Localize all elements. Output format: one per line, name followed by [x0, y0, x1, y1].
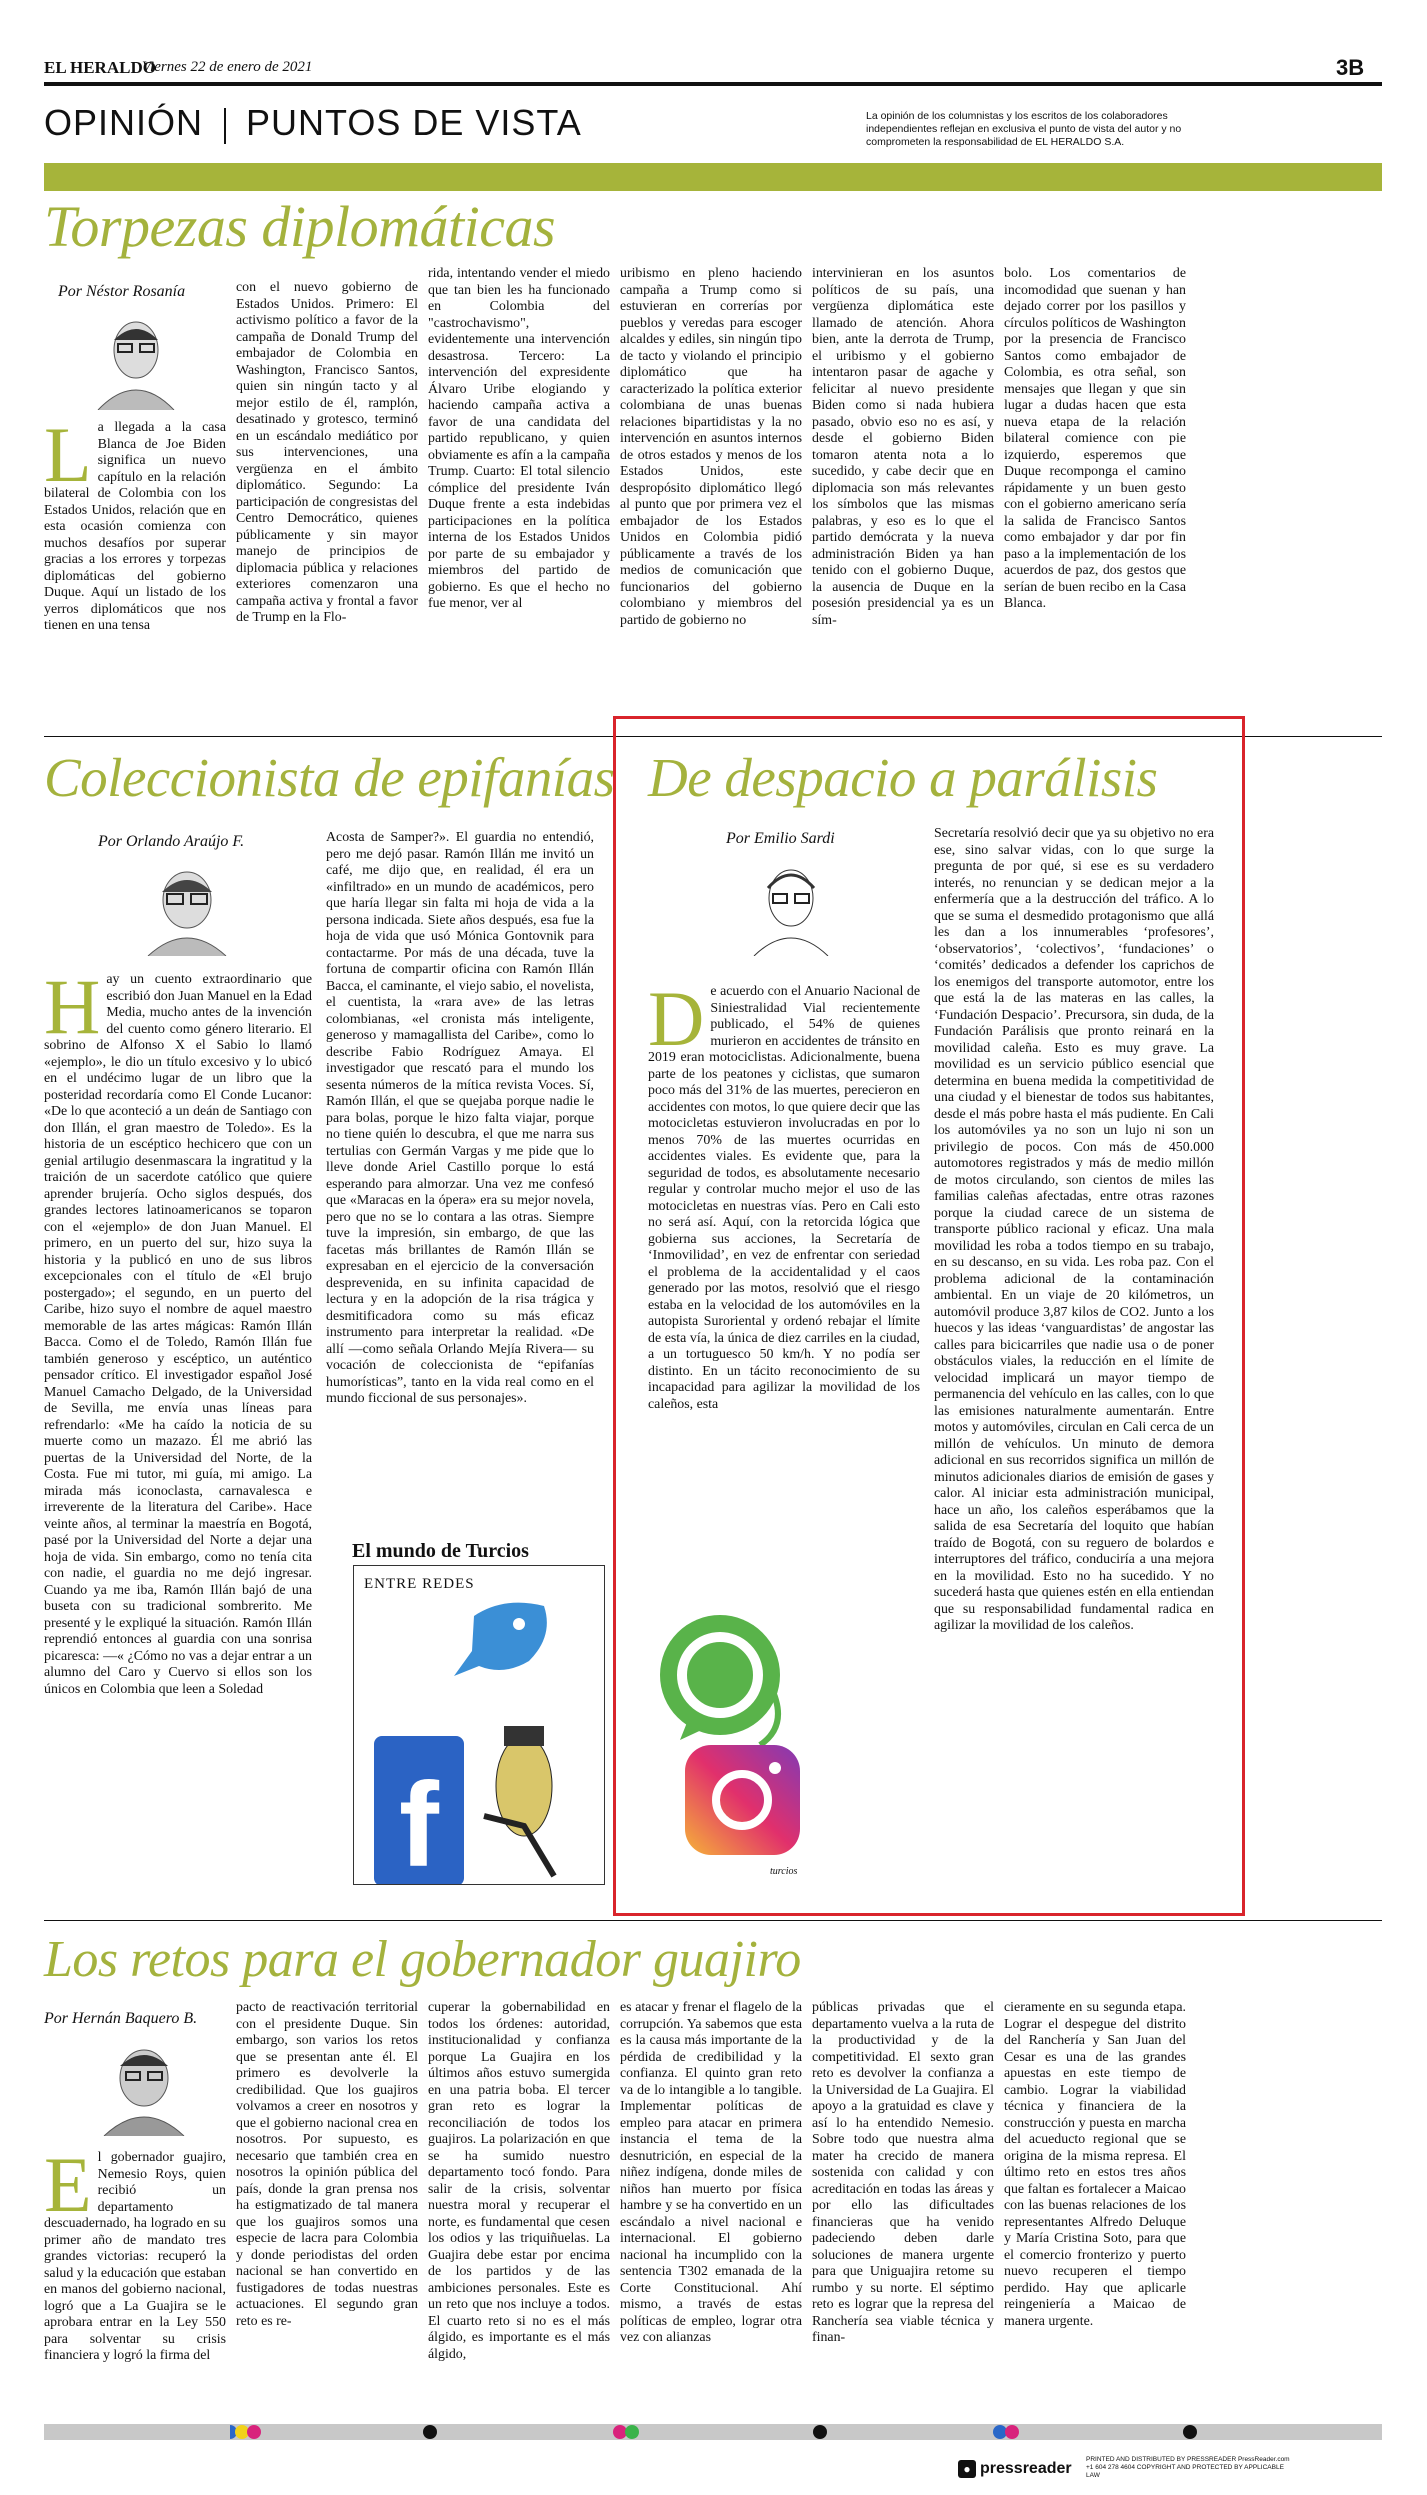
article-column: rida, intentando vender el miedo que tan bien les ha funcionado en Colombia del "castrochavismo", evidentemente una intervención desastrosa. Tercero: La intervención del expresidente Álvaro Uribe elogiando y haciendo campaña activa a favor de una candidata del partido republicano, y quien obviamente es afín a la campaña Trump. Cuarto: El total silencio cómplice del presidente Iván Duque frente a esta indebidas participaciones en la política interna de los Estados Unidos por parte de su embajador y miembros del partido de gobierno. Es que el hecho no fue menor, ver al — [428, 266, 610, 611]
registration-marks — [230, 2425, 1230, 2439]
disclaimer: La opinión de los columnistas y los escritos de los colaboradores independientes reflejan en exclusiva el punto de vista del autor y no comprometen la responsabilidad de EL HERALDO S.A. — [866, 110, 1182, 148]
author-photo-sardi — [748, 856, 834, 956]
byline-rosania: Por Néstor Rosanía — [58, 283, 186, 300]
page-number: 3B — [1336, 55, 1365, 80]
printed-notice: PRINTED AND DISTRIBUTED BY PRESSREADER PressReader.com +1 604 278 4604 COPYRIGHT AND PROTECTED BY APPLICABLE LAW — [1086, 2456, 1290, 2479]
divider — [44, 1920, 1382, 1921]
article-column: El gobernador guajiro, Nemesio Roys, quien recibió un departamento descuadernado, ha logrado en su primer año de mandato tres grandes victorias: recuperó la salud y la educación que estaban en manos del gobierno nacional, logró que a La Guajira se le aprobara entrar en la Ley 550 para solventar su crisis financiera y logró la firma del — [44, 2150, 226, 2363]
byline-sardi: Por Emilio Sardi — [726, 830, 835, 847]
article-column: La llegada a la casa Blanca de Joe Biden significa un nuevo capítulo en la relación bilateral de Colombia con los Estados Unidos, relación que en esta ocasión comienza con muchos desafíos por superar gracias a los errores y torpezas diplomáticas del gobierno Duque. Aquí un listado de los yerros diplomáticos que nos tienen en una tensa — [44, 420, 226, 633]
cartoon-signature: turcios — [770, 1866, 798, 1877]
section-title: OPINIÓN — [44, 102, 204, 143]
article-column: Secretaría resolvió decir que ya su objetivo no era ese, sino salvar vidas, con lo que surge la pregunta de por qué, si ese es su verdadero interés, no renuncian y se dedican mejor a la enfermería que a la destrucción del tráfico. A lo que se suma el desmedido protagonismo que allá les dan a los innumerables ‘profesores’, ‘observatorios’, ‘colectivos’, ‘fundaciones’ o ‘comités’ dedicados a defender los caprichos de los enemigos del transporte automotor, entre los que está la de las materas en las calles, la ‘Fundación Despacio’. Precursora, sin duda, de la Fundación Parálisis que pronto reinará en la movilidad caleña. Esto es muy grave. La movilidad es un servicio público esencial que determina en buena medida la competitividad de una ciudad y el bienestar de todos sus habitantes, desde el más pobre hasta el más pudiente. En Cali los automóviles ya no son un lujo ni son un privilegio de pocos. Con más de 450.000 automotores registrados y más de medio millón de motos circulando, son cientos de miles las familias caleñas afectadas, entre otras razones porque la ciudad carece de un sistema de transporte público racional y eficaz. Una mala movilidad les roba a todos tiempo en su trabajo, en su descanso, en su vida. Les roba paz. Con el problema adicional de la contaminación ambiental. En un viaje de 20 kilómetros, un automóvil produce 3,87 kilos de CO2. Junto a los huecos y las ideas ‘vanguardistas’ de angostar las calles para bicicarriles que nadie usa o de poner obstáculos viales, la reducción en el límite de velocidad implicará un mayor tiempo de permanencia del vehículo en las calles, con lo que las emisiones naturalmente aumentarán. Entre motos y automóviles, circulan en Cali cerca de un millón de vehículos. Un minuto de demora adicional en sus recorridos significa un millón de minutos adicionales diarios de emisión de gases y calor. Al iniciar esta administración municipal, hace un año, los caleños esperábamos que la salida de esa Secretaría del loquito que habían traído de Bogotá, con su reguero de bolardos e interruptores del tráfico, conduciría a una mejora en la movilidad. Esto no ha sucedido. Y no sucederá hasta que quienes estén en ella entiendan que su responsabilidad fundamental radica en agilizar la movilidad de los caleños. — [934, 826, 1214, 1633]
article-column: pacto de reactivación territorial con el presidente Duque. Sin embargo, son varios los retos que se presentan ante él. El primero es devolverle la credibilidad. Que los guajiros volvamos a creer en nosotros y que el gobierno nacional crea en nosotros. Por supuesto, es necesario que también crea en nosotros la opinión pública del país, donde la gran prensa nos ha estigmatizado de tal manera que los guajiros somos una especie de lacra para Colombia y donde periodistas del orden nacional se han convertido en fustigadores de todas nuestras actuaciones. El segundo gran reto es re- — [236, 2000, 418, 2329]
header-paper: EL HERALDO — [44, 58, 156, 77]
author-photo-rosania — [88, 310, 184, 410]
cartoon — [353, 1565, 605, 1885]
article-column: intervinieran en los asuntos políticos de su país, una vergüenza diplomática este llamado de atención. Ahora bien, ante la derrota de Trump, el uribismo y el gobierno intentaron pasar de agache y felicitar al nuevo presidente Biden como si nada hubiera pasado, obvio eso no es así, y desde el gobierno Biden tomaron atenta nota a lo sucedido, y cabe decir que en diplomacia son más relevantes los símbolos que las mismas palabras, y eso es lo que el partido demócrata y la nueva administración Biden ya han tenido con el gobierno Duque, la ausencia de Duque en la posesión presidencial ya es un sím- — [812, 266, 994, 628]
article-column: Acosta de Samper?». El guardia no entendió, pero me dejó pasar. Ramón Illán me invitó un café, me dijo que, en realidad, él era un «infiltrado» en un mundo de académicos, pero que haría llegar sin falta mi hoja de vida a la persona indicada. Siete años después, esa fue la hoja de vida que usó Mónica Gontovnik para contactarme. Por más de una década, tuve la fortuna de compartir oficina con Ramón Illán Bacca, el caminante, el viejo sabio, el novelista, el cuentista, la «rara ave» de las letras colombianas, «el cronista más inteligente, generoso y mamagallista del Caribe», como lo describe Fabio Rodríguez Amaya. El investigador que rescató para el mundo los sesenta números de la mítica revista Voces. Sí, Ramón Illán, el que se quejaba porque nadie le para bolas, porque le hizo falta viajar, porque no tiene quién lo descubra, el que me narra sus tertulias con Germán Vargas y me pide que lo lleve donde Ariel Castillo porque lo está esperando para almorzar. Una vez me confesó que «Maracas en la ópera» era su mejor novela, pero que no se lo contara a las otras. Siempre tuve la impresión, sin embargo, de que las facetas más brillantes de Ramón Illán se expresaban en el ejercicio de la conversación desprevenida, en su infinita capacidad de lectura y en la adopción de la risa trágica y desmitificadora como su más eficaz instrumento para interpretar la realidad. «De allí —como señala Orlando Mejía Rivera— su vocación de coleccionista de “epifanías humorísticas”, tanto en la vida real como en el mundo ficcional de sus personajes». — [326, 830, 594, 1406]
dropcap: D — [648, 984, 705, 1062]
article-column: Hay un cuento extraordinario que escribió don Juan Manuel en la Edad Media, mucho antes de la invención del cuento como género literario. El sobrino de Alfonso X el Sabio lo llamó «ejemplo», le dio un título excesivo y lo ubicó en el undécimo lugar de un libro que la posteridad recordaría como El Conde Lucanor: «De lo que aconteció a un deán de Santiago con don Illán, el gran maestro de Toledo». Es la historia de un escéptico hechicero que con un genial artilugio desenmascara la ingratitud y la traición de un sacerdote católico que quiere aprender brujería. Ocho siglos después, dos grandes lectores latinoamericanos se toparon con el «ejemplo» de don Juan Manuel. El primero, en un puerto del sur, hizo suya la historia y la publicó en uno de sus libros excepcionales con el título de «El brujo postergado»; el segundo, en un puerto del Caribe, hizo suyo el nombre de aquel maestro memorable de las artes mágicas: Ramón Illán Bacca. Como el de Toledo, Ramón Illán fue también generoso y escéptico, un auténtico pensador crítico. El investigador español José Manuel Camacho Delgado, de la Universidad de Sevilla, me envía unas líneas para refrendarlo: «Me ha caído la noticia de su muerte como un mazazo. Él me abrió las puertas de la Universidad del Norte, de la Costa. Fue mi tutor, mi guía, mi amigo. La mirada más iconoclasta, carnavalesca e irreverente de la literatura del Caribe». Hace veinte años, al terminar la maestría en Bogotá, pasé por la Universidad del Norte a dejar una hoja de vida. Sin embargo, como no tenía cita con nadie, el guardia no me dejó ingresar. Cuando ya me iba, Ramón Illán bajó de una buseta con su tradicional sombrerito. Me presenté y le expliqué la situación. Ramón Illán reprendió entonces al guardia con una sonrisa picaresca: —« ¿Cómo no vas a dejar entrar a un alumno del Caro y Cuervo si ellos son los únicos en Colombia que leen a Soledad — [44, 972, 312, 1697]
article-column: uribismo en pleno haciendo campaña a Trump como si estuvieran en correrías por pueblos y veredas para escoger alcaldes y ediles, sin ningún tipo de tacto y violando el principio diplomático que ha caracterizado la política exterior colombiana de unas buenas relaciones bipartidistas y la no intervención en asuntos internos de otros estados y menos de los Estados Unidos, este despropósito diplomático llegó al punto que por primera vez el embajador de los Estados Unidos en Colombia pidió públicamente a través de los medios de comunicación que funcionarios del gobierno colombiano y miembros del partido de gobierno no — [620, 266, 802, 628]
article-column: con el nuevo gobierno de Estados Unidos. Primero: El activismo político a favor de la campaña de Donald Trump del embajador de Colombia en Washington, Francisco Santos, quien sin ningún tacto y al mejor estilo de él, ramplón, desatinado y grotesco, terminó en un escándalo mediático por sus intervenciones, una vergüenza en el ámbito diplomático. Segundo: La participación de congresistas del Centro Democrático, quienes públicamente y sin mayor manejo de principios de diplomacia pública y relaciones exteriores comenzaron una campaña activa y frontal a favor de Trump en la Flo- — [236, 280, 418, 625]
svg-text:f: f — [399, 1758, 439, 1886]
olive-bar — [44, 163, 1382, 191]
dropcap: L — [44, 420, 92, 498]
author-photo-baquero — [96, 2036, 192, 2136]
byline-araujo: Por Orlando Araújo F. — [98, 833, 245, 850]
article-title-retos: Los retos para el gobernador guajiro — [44, 1931, 801, 1988]
author-photo-araujo — [140, 858, 234, 956]
subsection-title: PUNTOS DE VISTA — [246, 102, 582, 143]
article-column: cuperar la gobernabilidad en todos los órdenes: autoridad, institucionalidad y confianza porque La Guajira en los últimos años estuvo sumergida en una patria boba. El tercer gran reto es lograr la reconciliación de todos los guajiros. La polarización en que se ha sumido nuestro departamento tocó fondo. Para salir de la crisis, solventar nuestra moral y recuperar el norte, es fundamental que cesen los odios y las triquiñuelas. La Guajira debe estar por encima de los partidos y de las ambiciones personales. Este es un reto que nos incluye a todos. El cuarto reto si no es el más álgido, es importante es el más álgido, — [428, 2000, 610, 2362]
article-column: De acuerdo con el Anuario Nacional de Siniestralidad Vial recientemente publicado, el 54% de quienes murieron en accidentes de tránsito en 2019 eran motociclistas. Adicionalmente, buena parte de los peatones y ciclistas, que sumaron poco más del 31% de las muertes, perecieron en accidentes con motos, lo que quiere decir que las motocicletas estuvieron involucradas en por lo menos 70% de las muertes ocurridas en accidentes viales. Es evidente que, para la seguridad de todos, es absolutamente necesario regular y controlar mucho mejor el uso de las motocicletas en nuestras vías. Pero en Cali esto no será así. Aquí, con la retorcida lógica que gobierna sus acciones, la Secretaría de ‘Inmovilidad’, en vez de enfrentar con seriedad el problema de la accidentalidad y el caos generado por las motos, resolvió que el riesgo estaba en la velocidad de los automóviles en la autopista Suroriental y ordenó rebajar el límite de esta vía, la única de diez carriles en la ciudad, a un tortuguesco 50 km/h. Y no podía ser distinto. En un tácito reconocimiento de su incapacidad para agilizar la movilidad de los caleños, esta — [648, 984, 920, 1412]
article-column: es atacar y frenar el flagelo de la corrupción. Ya sabemos que esta es la causa más importante de la pérdida de credibilidad y la confianza. El quinto gran reto va de lo intangible a lo tangible. Implementar políticas de empleo para atacar en primera instancia el tema de la desnutrición, en especial de la niñez indígena, donde miles de niños han muerto por física hambre y se ha convertido en un escándalo a nivel nacional e internacional. El gobierno nacional ha incumplido con la sentencia T302 emanada de la Corte Constitucional. Ahí mismo, a través de estas políticas de empleo, lograr otra vez con alianzas — [620, 2000, 802, 2345]
cartoon-heading: El mundo de Turcios — [352, 1540, 529, 1562]
cartoon-label: ENTRE REDES — [364, 1576, 475, 1592]
article-title-coleccionista: Coleccionista de epifanías — [44, 747, 615, 808]
section-divider — [224, 108, 226, 144]
pressreader-logo: ● pressreader — [958, 2460, 1072, 2478]
article-column: públicas privadas que el departamento vuelva a la ruta de la productividad y de la competitividad. El sexto gran reto es devolver la confianza a la Universidad de La Guajira. El apoyo a la gratuidad es clave y así lo ha entendido Nemesio. Sobre todo que nuestra alma mater ha crecido de manera sostenida con calidad y con acreditación en todas las áreas y por ello las dificultades financieras que ha venido padeciendo deben darle soluciones de manera urgente para que Uniguajira retome su rumbo y su norte. El séptimo reto es lograr que la represa del Ranchería sea viable técnica y finan- — [812, 2000, 994, 2345]
dropcap: H — [44, 972, 101, 1050]
header-date: Viernes 22 de enero de 2021 — [142, 59, 313, 75]
byline-baquero: Por Hernán Baquero B. — [44, 2010, 198, 2027]
dropcap: E — [44, 2150, 92, 2228]
article-column: cieramente en su segunda etapa. Lograr el despegue del distrito del Ranchería y San Juan del Cesar es una de las grandes apuestas en este tiempo de cambio. Lograr la viabilidad técnica y financiera de la construcción y puesta en marcha del acueducto regional que se origina de la misma represa. El último reto en estos tres años que faltan es fortalecer a Maicao con las buenas relaciones de los representantes Alfredo Deluque y María Cristina Soto, para que el comercio fronterizo y puerto nuevo recuperen el tiempo perdido. Hay que aplicarle reingeniería a Maicao de manera urgente. — [1004, 2000, 1186, 2329]
header-rule — [44, 82, 1382, 86]
pressreader-icon: ● — [958, 2460, 976, 2478]
article-title-despacio: De despacio a parálisis — [648, 747, 1158, 808]
article-title-torpezas: Torpezas diplomáticas — [44, 194, 556, 259]
article-column: bolo. Los comentarios de incomodidad que suenan y han dejado correr por los pasillos y círculos políticos de Washington por la presencia de Francisco Santos como embajador de Colombia, es otra señal, son mensajes que llegan y que sin lugar a dudas hacen que esta nueva etapa de la relación bilateral comience con pie izquierdo, esperemos que Duque recomponga el camino rápidamente y un buen gesto con el gobierno americano sería la salida de Francisco Santos como embajador y dar por fin paso a la implementación de los acuerdos de paz, dos gestos que serían de buen recibo en la Casa Blanca. — [1004, 266, 1186, 611]
